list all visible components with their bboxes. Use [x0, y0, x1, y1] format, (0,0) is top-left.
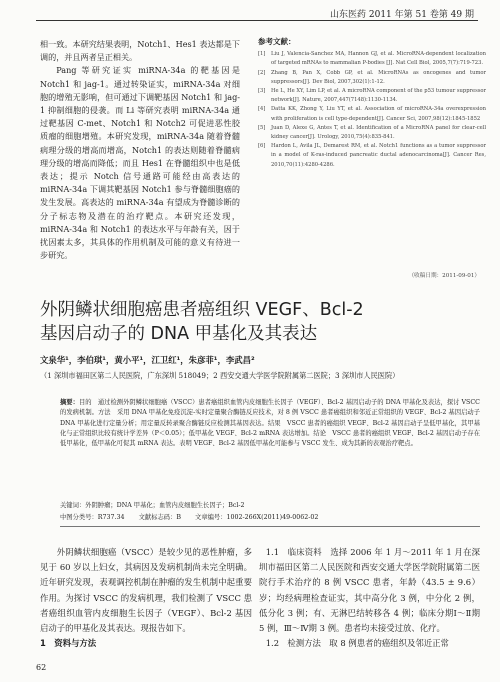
- classification-line: [60, 512, 480, 521]
- section-heading: 1 资料与方法: [40, 638, 97, 649]
- article-number: 文章编号：1002-266X(2011)49-0062-02: [195, 514, 319, 521]
- reference-item: [258, 50, 486, 68]
- paragraph: 1.1 临床资料 选择 2006 年 1 月～2011 年 1 月在深圳市福田区第二人民医院和西安交通大学医学院附属第二医院行手术治疗的 8 例 VSCC 患者，年龄（43.5 ± 9.6）岁；均经病理检查证实，其中高分化 3 例，中分化 2 例，低分化 3 例；有、无淋巴结转移各 4 例；临床分期Ⅰ～Ⅱ期 5 例，Ⅲ～Ⅳ期 3 例。患者均未接受过放、化疗。: [259, 547, 480, 634]
- article-title: [40, 298, 470, 346]
- document-code: 文献标志码：B: [138, 514, 181, 521]
- header-rule: [36, 20, 478, 21]
- received-date: （收稿日期：2011-09-01）: [408, 273, 480, 279]
- reference-item: [258, 87, 486, 105]
- abstract: [60, 398, 480, 449]
- reference-text: He L, He XY, Lim LP, et al. A microRNA component of the p53 tumour suppressor network[J]. Nature, 2007,447(7148):1130-1134.: [271, 88, 486, 104]
- keywords: 关键词：外阴肿瘤；DNA 甲基化；血管内皮细胞生长因子；Bcl-2: [60, 502, 245, 509]
- affiliation: （1 深圳市福田区第二人民医院，广东深圳 518049；2 西安交通大学医学院附属第二医院；3 深圳市人民医院）: [40, 371, 400, 380]
- abstract-text: 目的 通过检测外阴鳞状细胞癌（VSCC）患者癌组织血管内皮细胞生长因子（VEGF）、Bcl-2 基因启动子的 DNA 甲基化及表达，探讨 VSCC 的发病机制。方法 采用 DNA 甲基化免疫沉淀-实时定量聚合酶链反应技术，对 8 例 VSCC 患者癌组织和邻近正常组织的 VEGF、Bcl-2 基因启动子 DNA 甲基化进行定量分析；用定量反转录聚合酶链反应检测其基因表达。结果 VSCC 患者的癌组织 VEGF、Bcl-2 基因启动子呈低甲基化，其甲基化与正常组织比较有统计学差异（P＜0.05）；低甲基化 VEGF、Bcl-2 mRNA 表达增加。结论 VSCC 患者的癌组织 VEGF、Bcl-2 基因启动子存在低甲基化，低甲基化可促其 mRNA 表达。表明 VEGF、Bcl-2 基因低甲基化可能参与 VSCC 发生、成为其新的表观治疗靶点。: [60, 399, 480, 448]
- reference-number: [1]: [258, 51, 266, 58]
- reference-item: [258, 142, 486, 170]
- reference-number: [4]: [258, 106, 266, 113]
- reference-item: [258, 105, 486, 123]
- references-list: [258, 50, 486, 170]
- paragraph: 相一致。本研究结果表明，Notch1、Hes1 表达都是下调的，并且两者呈正相关。: [40, 39, 240, 63]
- reference-item: [258, 69, 486, 87]
- clc-number: 中图分类号：R737.34: [60, 514, 125, 521]
- reference-item: [258, 124, 486, 142]
- references-section: [258, 35, 486, 170]
- reference-text: Zhang B, Pan X, Cobb GP, et al. MicroRNAs as oncogenes and tumor suppressors[J]. Dev Biol, 2007,302(1):1-12.: [271, 69, 486, 85]
- page-number: 62: [36, 663, 47, 672]
- abstract-divider: [60, 526, 480, 527]
- intro-paragraph: 外阴鳞状细胞癌（VSCC）是较少见的恶性肿瘤，多见于 60 岁以上妇女，其病因及发病机制尚未完全明确。近年研究发现，表观调控机制在肿瘤的发生机制中起重要作用。为探讨 VSCC 的发病机理，我们检测了 VSCC 患者癌组织血管内皮细胞生长因子（VEGF）、Bcl-2 基因启动子的甲基化及其表达。现报告如下。: [40, 547, 252, 634]
- reference-number: [3]: [258, 88, 266, 95]
- references-title: 参考文献：: [258, 37, 296, 46]
- reference-text: Liu J, Valencia-Sanchez MA, Hannon GJ, et al. MicroRNA-dependent localization of targeted mRNAs to mammalian P-bodies [J]. Nat Cell Biol, 2005,7(7):719-723.: [271, 51, 486, 67]
- reference-text: Hardon L, Avila JL, Demarest RM, et al. Notch1 functions as a tumor suppressor in a model of K-ras-induced pancreatic ductal adenocarcinoma[J]. Cancer Res, 2010,70(11):4280-4286.: [271, 143, 486, 168]
- abstract-label: 摘要：: [60, 399, 79, 406]
- reference-number: [5]: [258, 124, 266, 131]
- title-line: 基因启动子的 DNA 甲基化及其表达: [40, 324, 318, 344]
- journal-header: 山东医药 2011 年第 51 卷第 49 期: [330, 10, 474, 20]
- author-list: 文泉华¹，李伯琪¹，黄小平¹，江卫红¹，朱彦菲¹，李武昌²: [40, 355, 255, 365]
- paragraph: 1.2 检测方法 取 8 例患者的癌组织及邻近正常: [265, 638, 449, 649]
- reference-number: [6]: [258, 143, 266, 150]
- previous-article-text: [40, 38, 240, 262]
- body-left-column: [40, 545, 252, 651]
- reference-text: Juan D, Alexe G, Antes T, et al. Identification of a MicroRNA panel for clear-cell kidney cancer[J]. Urology, 2010,75(4):835-841.: [271, 124, 486, 141]
- paragraph: Pang 等研究证实 miRNA-34a 的靶基因是 Notch1 和 jag-1。通过转染证实，miRNA-34a 对细胞的增殖无影响，但可通过下调靶基因 Notch1 和 jag-1 抑制细胞的侵袭。而 Li 等研究表明 miRNA-34a 通过靶基因 C-met、Notch1 和 Notch2 可促进恶性胶质瘤的细胞增殖。本研究发现，miRNA-34a 随着脊髓病理分级的增高而增高，Notch1 的表达则随着脊髓病理分级的增高而降低；而且 Hes1 在脊髓组织中也是低表达；提示 Notch 信号通路可能经由高表达的 miRNA-34a 下调其靶基因 Notch1 参与脊髓细胞癌的发生发展。高表达的 miRNA-34a 有望成为脊髓诊断的分子标志物及潜在的治疗靶点。本研究还发现，miRNA-34a 和 Notch1 的表达水平与年龄有关，因于扰因素太多，其具体的作用机制及可能的意义有待进一步研究。: [40, 65, 240, 261]
- reference-text: Datta KK, Zhong Y, Liu YT, et al. Association of microRNA-34a overexpression with proliferation is cell type-dependent[J]. Cancer Sci, 2007,98(12):1845-1852: [271, 106, 486, 122]
- reference-number: [2]: [258, 69, 266, 76]
- body-right-column: [259, 545, 480, 651]
- title-line: 外阴鳞状细胞癌患者癌组织 VEGF、Bcl-2: [40, 300, 364, 320]
